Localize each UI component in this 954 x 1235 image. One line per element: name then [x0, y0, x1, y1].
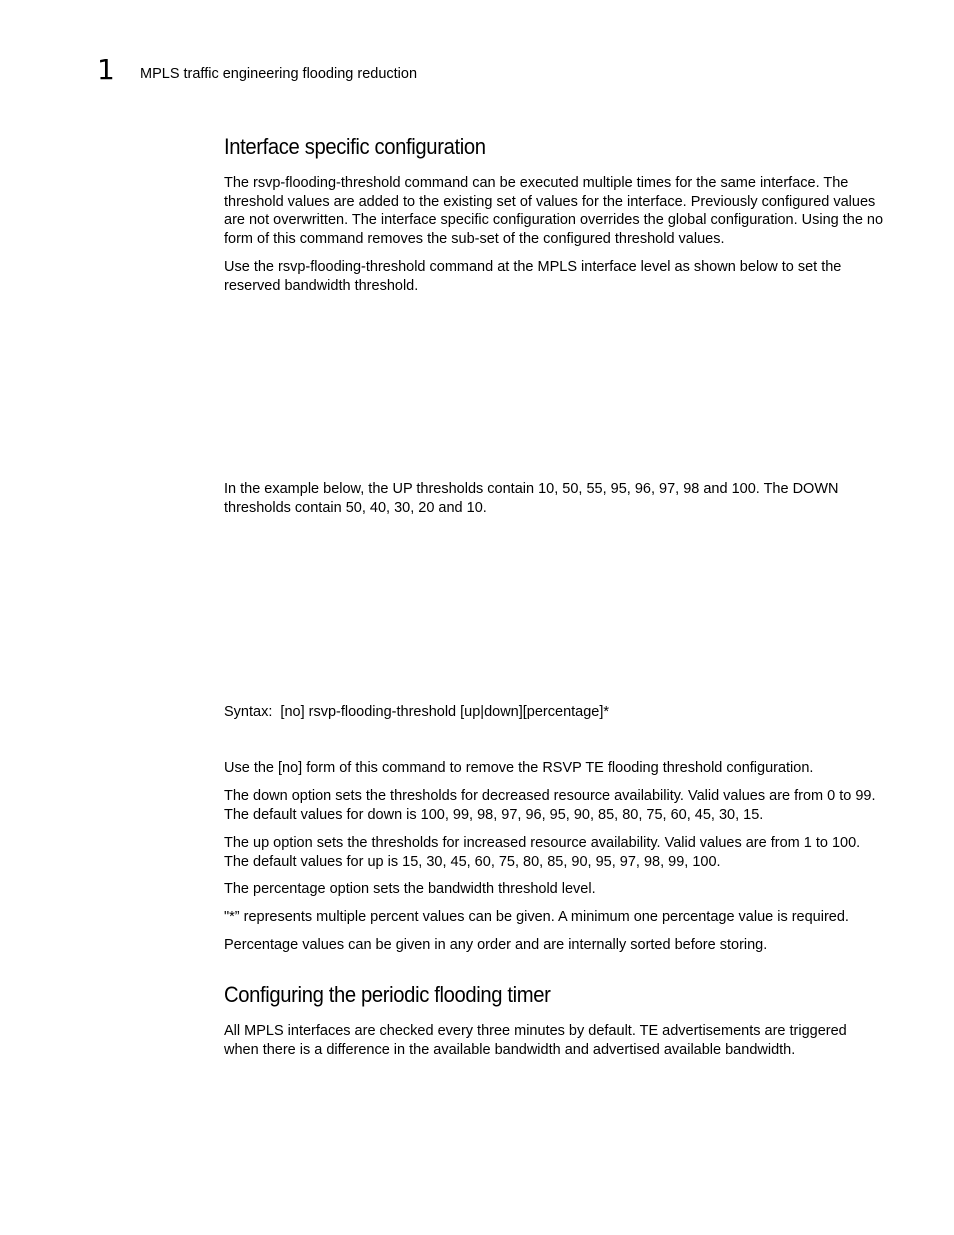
paragraph-up-option: The up option sets the thresholds for increased resource availability. Valid values are from 1 to 100. The default values for up is 15, 30, 45, 60, 75, 80, 85, 90, 95, 97, 98, 99, 100.	[224, 835, 861, 870]
running-header-title: MPLS traffic engineering flooding reduction	[140, 66, 418, 82]
paragraph-periodic-timer: All MPLS interfaces are checked every three minutes by default. TE advertisements are triggered when there is a difference in the available bandwidth and advertised available bandwidth.	[224, 1023, 847, 1058]
paragraph-interface-level-usage: Use the rsvp-flooding-threshold command at the MPLS interface level as shown below to set the reserved bandwidth threshold.	[224, 259, 842, 294]
paragraph-no-form: Use the [no] form of this command to remove the RSVP TE flooding threshold configuration.	[224, 760, 814, 776]
paragraph-sorting: Percentage values can be given in any order and are internally sorted before storing.	[224, 937, 768, 953]
paragraph-example-thresholds: In the example below, the UP thresholds contain 10, 50, 55, 95, 96, 97, 98 and 100. The DOWN thresholds contain 50, 40, 30, 20 and 10.	[224, 481, 839, 516]
paragraph-multiple-values: "*” represents multiple percent values can be given. A minimum one percentage value is required.	[224, 909, 849, 925]
section-heading-periodic-timer: Configuring the periodic flooding timer	[224, 982, 551, 1007]
paragraph-down-option: The down option sets the thresholds for decreased resource availability. Valid values are from 0 to 99. The default values for down is 100, 99, 98, 97, 96, 95, 90, 85, 80, 75, 60, 45, 30, 15.	[224, 788, 876, 823]
paragraph-threshold-intro: The rsvp-flooding-threshold command can be executed multiple times for the same interface. The threshold values are added to the existing set of values for the interface. Previously configured values are not overwritten. The interface specific configuration overrides the global configuration. Using the no form of this command removes the sub-set of the configured threshold values.	[224, 175, 884, 247]
paragraph-percentage-option: The percentage option sets the bandwidth threshold level.	[224, 881, 596, 897]
section-heading-interface-config: Interface specific configuration	[224, 134, 486, 159]
syntax-line: Syntax: [no] rsvp-flooding-threshold [up|down][percentage]*	[224, 704, 610, 720]
chapter-number: 1	[97, 53, 115, 86]
